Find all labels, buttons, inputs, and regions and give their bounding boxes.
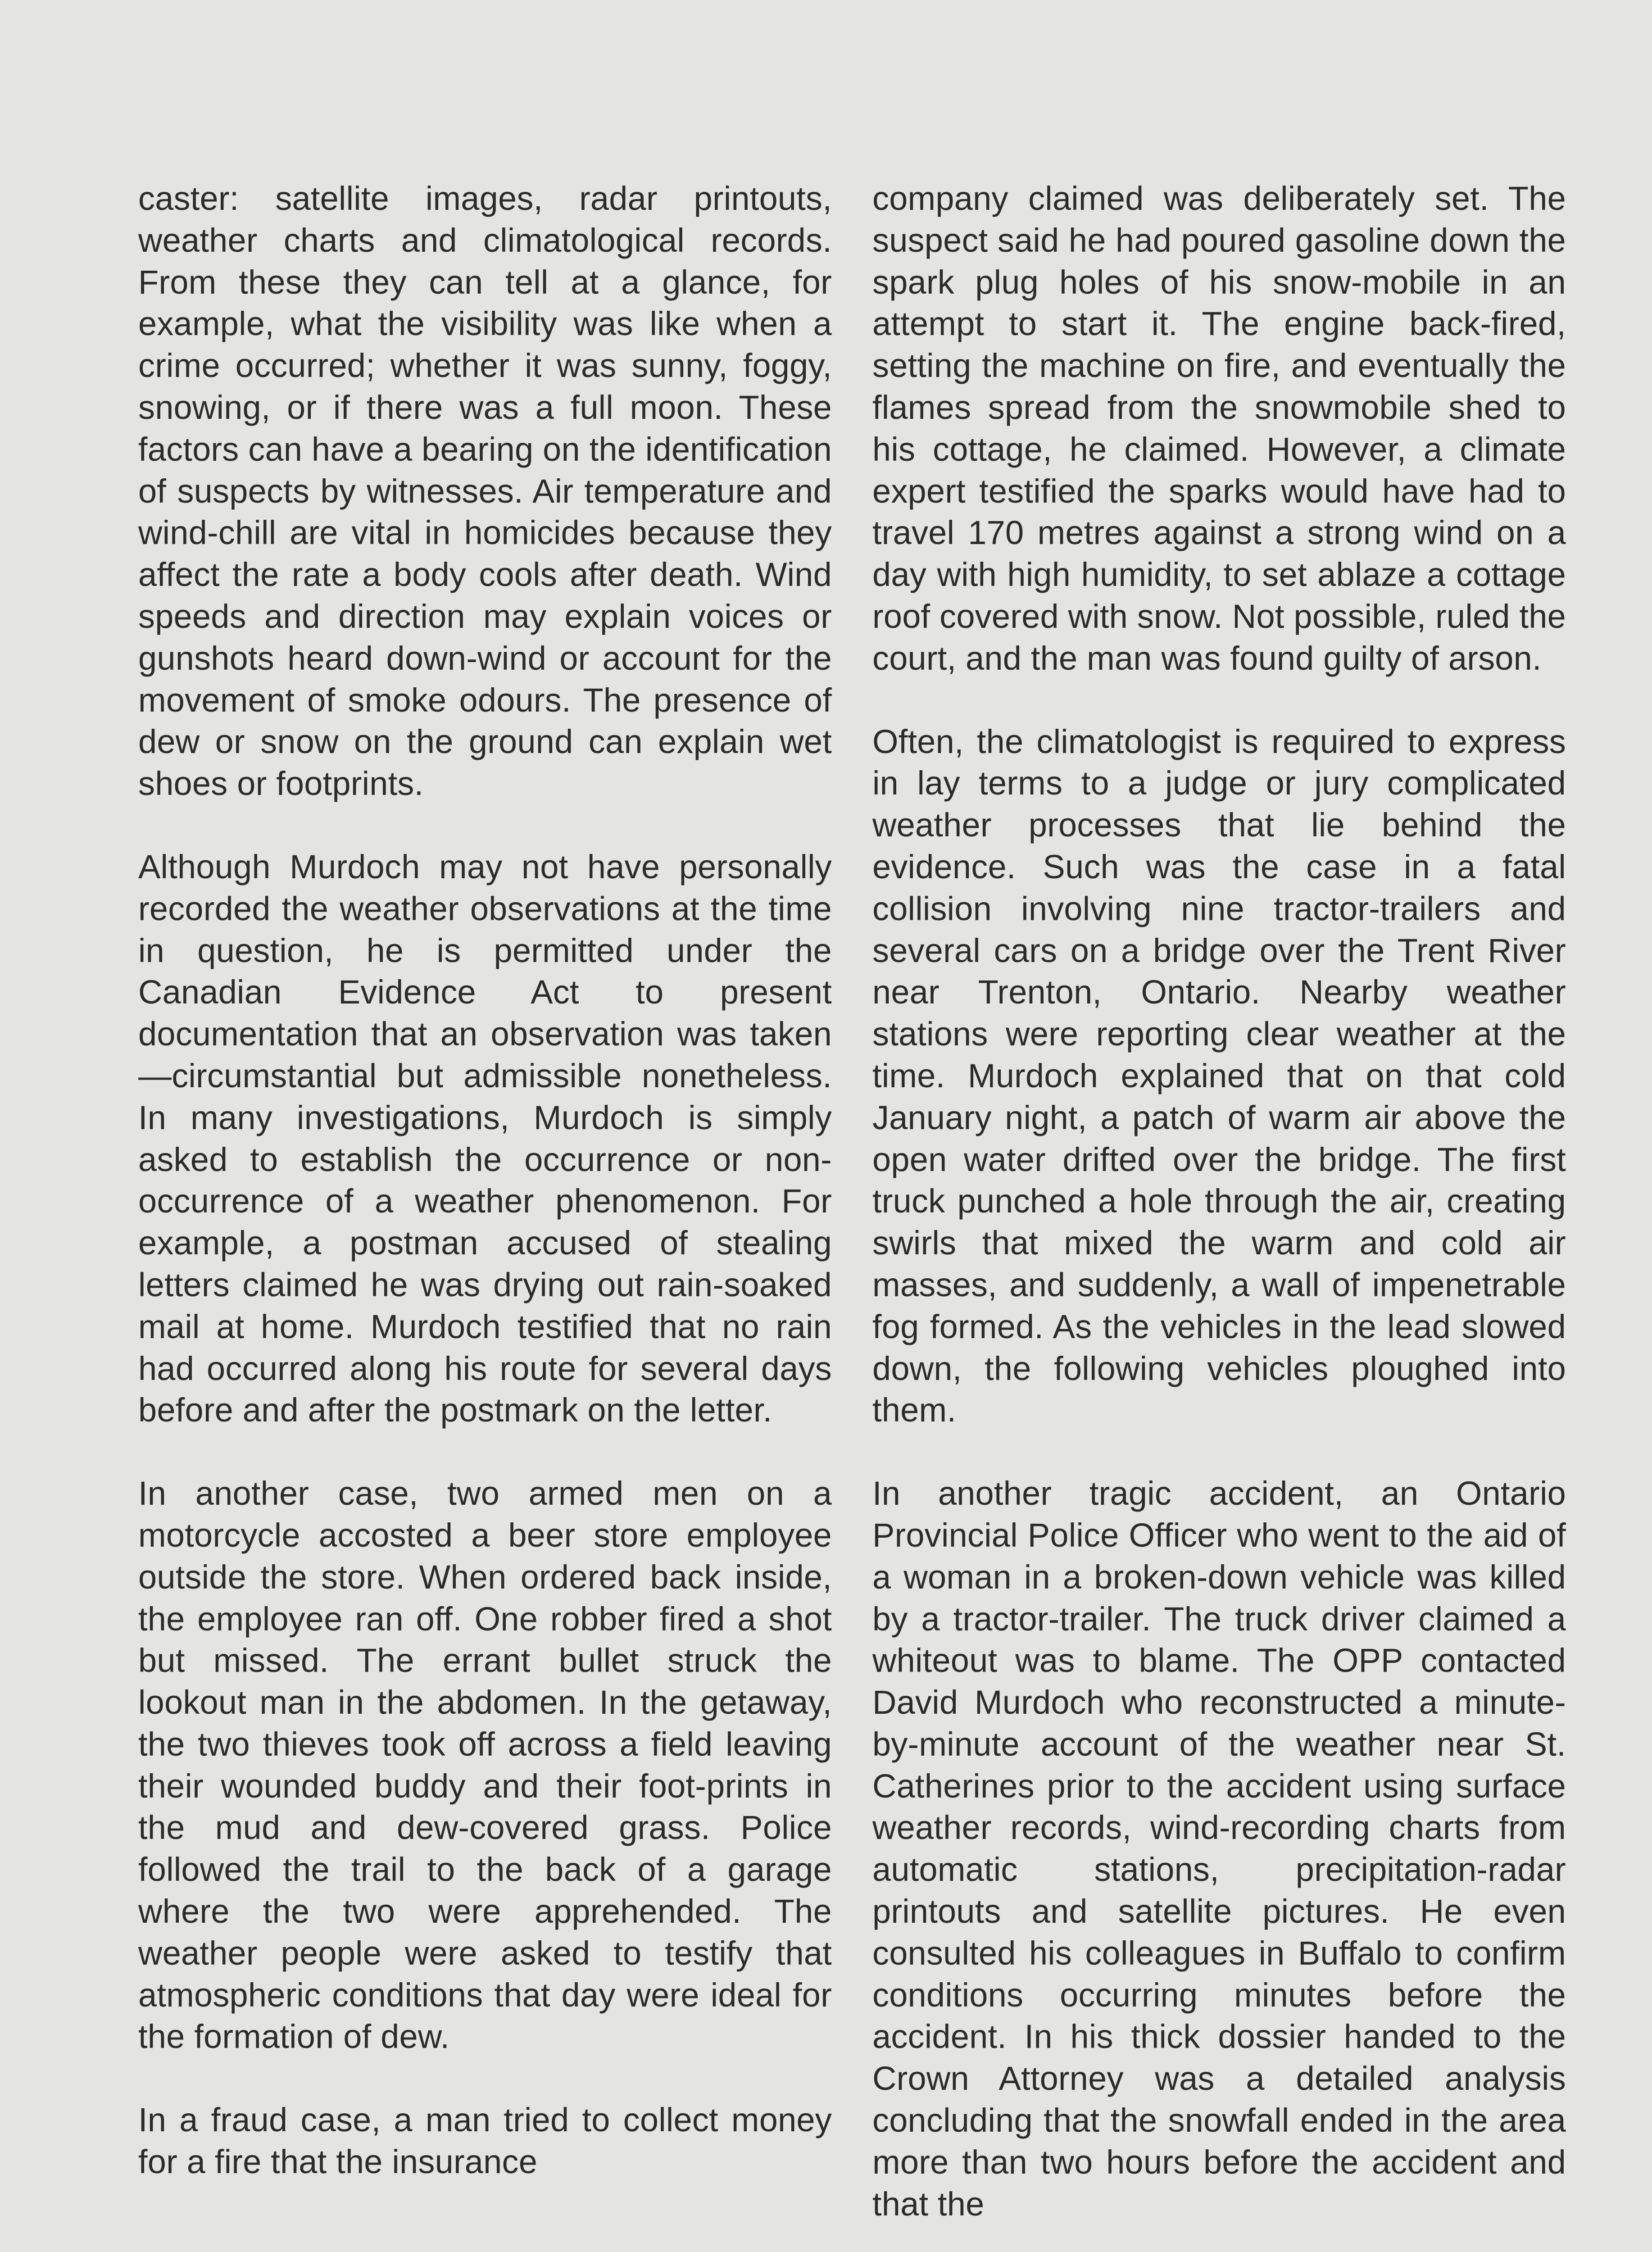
paragraph: In another tragic accident, an Ontario Provincial Police Officer who went to the aid of a woman in a broken-down vehicle was killed by a tractor-trailer. The truck driver claimed a whiteout was to blame. The OPP contacted David Murdoch who reconstructed a minute-by-minute account of the weather near St. Catherines prior to the accident using surface weather records, wind-recording charts from automatic stations, precipitation-radar printouts and satellite pictures. He even consulted his colleagues in Buffalo to confirm conditions occurring minutes before the accident. In his thick dossier handed to the Crown Attorney was a detailed analysis concluding that the snowfall ended in the area more than two hours before the accident and that the <box>872 1475 1566 2223</box>
paragraph: In a fraud case, a man tried to collect money for a fire that the insurance <box>138 2101 832 2181</box>
paragraph: Often, the climatologist is required to express in lay terms to a judge or jury complicated weather processes that lie behind the evidence. Such was the case in a fatal collision involving nine tractor-trailers and several cars on a bridge over the Trent River near Trenton, Ontario. Nearby weather stations were reporting clear weather at the time. Murdoch explained that on that cold January night, a patch of warm air above the open water drifted over the bridge. The first truck punched a hole through the air, creating swirls that mixed the warm and cold air masses, and suddenly, a wall of impenetrable fog formed. As the vehicles in the lead slowed down, the following vehicles ploughed into them. <box>872 722 1566 1429</box>
left-text-column <box>138 178 832 2183</box>
paragraph: Although Murdoch may not have personally recorded the weather observations at the time in question, he is permitted under the Canadian Evidence Act to present documentation that an observation was taken—circumstantial but admissible nonetheless. In many investigations, Murdoch is simply asked to establish the occurrence or non-occurrence of a weather phenomenon. For example, a postman accused of stealing letters claimed he was drying out rain-soaked mail at home. Murdoch testified that no rain had occurred along his route for several days before and after the postmark on the letter. <box>138 848 832 1429</box>
paragraph: caster: satellite images, radar printouts, weather charts and climatological records. From these they can tell at a glance, for example, what the visibility was like when a crime occurred; whether it was sunny, foggy, snowing, or if there was a full moon. These factors can have a bearing on the identification of suspects by witnesses. Air temperature and wind-chill are vital in homicides because they affect the rate a body cools after death. Wind speeds and direction may explain voices or gunshots heard down-wind or account for the movement of smoke odours. The presence of dew or snow on the ground can explain wet shoes or footprints. <box>138 180 832 803</box>
paragraph: company claimed was deliberately set. The suspect said he had poured gasoline down the spark plug holes of his snow-mobile in an attempt to start it. The engine back-fired, setting the machine on fire, and eventually the flames spread from the snowmobile shed to his cottage, he claimed. However, a climate expert testified the sparks would have had to travel 170 metres against a strong wind on a day with high humidity, to set ablaze a cottage roof covered with snow. Not possible, ruled the court, and the man was found guilty of arson. <box>872 180 1566 677</box>
right-text-column <box>872 178 1566 2225</box>
paragraph: In another case, two armed men on a motorcycle accosted a beer store employee outside the store. When ordered back inside, the employee ran off. One robber fired a shot but missed. The errant bullet struck the lookout man in the abdomen. In the getaway, the two thieves took off across a field leaving their wounded buddy and their foot-prints in the mud and dew-covered grass. Police followed the trail to the back of a garage where the two were apprehended. The weather people were asked to testify that atmospheric conditions that day were ideal for the formation of dew. <box>138 1475 832 2056</box>
